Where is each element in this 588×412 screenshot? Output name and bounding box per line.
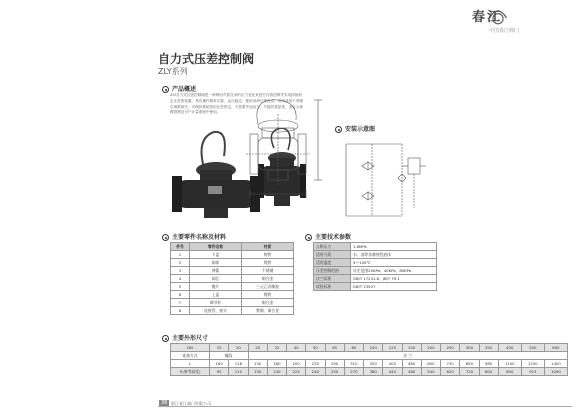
h-cell: 225: [287, 368, 306, 376]
l-label: L: [171, 360, 210, 368]
h-cell: 140: [267, 368, 286, 376]
table-row: [314, 267, 437, 275]
parts-heading: 主要零件名称及材料: [162, 232, 226, 241]
cell: 铸铁: [242, 251, 294, 259]
cell: 紫铜、铜合金: [242, 307, 294, 315]
dn-cell: 65: [325, 344, 344, 352]
l-cell: 1450: [544, 360, 567, 368]
l-cell: 118: [229, 360, 248, 368]
h-cell: 480: [402, 368, 421, 376]
dims-heading: 主要外形尺寸: [162, 333, 208, 342]
h-cell: 913: [521, 368, 544, 376]
h-cell: 110: [229, 368, 248, 376]
dn-cell: 40: [287, 344, 306, 352]
l-cell: 1100: [498, 360, 521, 368]
dimensions-table: [170, 343, 568, 376]
spec-value: GB/T 17241.6、JB/T 79.1: [351, 275, 437, 283]
l-cell: 290: [325, 360, 344, 368]
table-row: [171, 283, 294, 291]
h-cell: 130: [248, 368, 267, 376]
h-cell: 1090: [544, 368, 567, 376]
l-cell: 980: [479, 360, 498, 368]
conn-label: 连接方式: [171, 352, 210, 360]
cell: 7: [171, 299, 190, 307]
cell: 阀体: [190, 259, 242, 267]
cell: 下盖: [190, 251, 242, 259]
h-cell: 850: [498, 368, 521, 376]
dn-label: DN: [171, 344, 210, 352]
valve-drawing: [238, 94, 326, 206]
spec-label: 适用介质: [314, 251, 351, 259]
l-cell: 350: [364, 360, 383, 368]
series-name: ZLY系列: [158, 67, 188, 76]
spec-label: 压差控制范围: [314, 267, 351, 275]
cell: 3: [171, 267, 190, 275]
spec-value: GB/T 13927: [351, 283, 437, 291]
brand-name: 春江: [472, 10, 503, 25]
dn-cell: 500: [521, 344, 544, 352]
h-cell: 720: [460, 368, 479, 376]
spec-value: 水、油等非腐蚀性液体: [351, 251, 437, 259]
l-row: [171, 360, 568, 368]
specs-heading: 主要技术参数: [305, 232, 351, 241]
cell: 膜片: [190, 283, 242, 291]
cell: 8: [171, 307, 190, 315]
l-cell: 180: [267, 360, 286, 368]
h-cell: 440: [383, 368, 402, 376]
l-cell: 1250: [521, 360, 544, 368]
dn-row: [171, 344, 568, 352]
spec-value: 5～150℃: [351, 259, 437, 267]
section-bullet-icon: [305, 234, 312, 241]
cell: 铸铁: [242, 291, 294, 299]
dn-cell: 200: [421, 344, 440, 352]
section-bullet-icon: [162, 335, 169, 342]
section-bullet-icon: [335, 126, 342, 133]
overview-text: ZLY自力式压差控制阀是一种利用介质自身的压力变化来进行自我控制并实现持续恒定压差的装置，具有操作简单可靠、运行稳定、使用寿命长等优点。该阀适用于采暖空调系统中，可保持系统资用压差恒定，不需要外加动力，节能效果显著，适合大规模管网及分户计量系统中使用。: [170, 93, 303, 115]
l-cell: 850: [460, 360, 479, 368]
l-cell: 730: [441, 360, 460, 368]
dn-cell: 400: [498, 344, 521, 352]
table-row: [314, 275, 437, 283]
specs-table: [313, 242, 437, 291]
cell: 4: [171, 275, 190, 283]
dn-cell: 600: [544, 344, 567, 352]
cell: 1: [171, 251, 190, 259]
cell: 铜合金: [242, 275, 294, 283]
spec-label: 法兰标准: [314, 275, 351, 283]
l-cell: 400: [383, 360, 402, 368]
section-bullet-icon: [162, 234, 169, 241]
cell: 调节杆: [190, 299, 242, 307]
dn-cell: 300: [460, 344, 479, 352]
l-cell: 130: [248, 360, 267, 368]
l-cell: 310: [344, 360, 363, 368]
page-title: 自力式压差控制阀: [158, 52, 255, 66]
dn-cell: 150: [402, 344, 421, 352]
l-cell: 480: [402, 360, 421, 368]
overview-heading: 产品概述: [162, 84, 196, 93]
dn-cell: 25: [248, 344, 267, 352]
dn-cell: 100: [364, 344, 383, 352]
h-cell: 620: [441, 368, 460, 376]
h-row: [171, 368, 568, 376]
section-bullet-icon: [162, 86, 169, 93]
cell: 铜合金: [242, 299, 294, 307]
brand-subtitle: 中国春江阀门: [489, 28, 520, 34]
l-cell: 230: [306, 360, 325, 368]
table-row: [171, 275, 294, 283]
footer-rule: [158, 406, 572, 407]
spec-label: 适用温度: [314, 259, 351, 267]
parts-col-name: 零件名称: [190, 243, 242, 251]
dn-cell: 15: [210, 344, 229, 352]
cell: 5: [171, 283, 190, 291]
cell: 三元乙丙橡胶: [242, 283, 294, 291]
dn-cell: 250: [441, 344, 460, 352]
table-row: [171, 291, 294, 299]
table-row: [314, 283, 437, 291]
h-cell: 95: [210, 368, 229, 376]
table-row: [171, 251, 294, 259]
cell: 6: [171, 291, 190, 299]
l-cell: 600: [421, 360, 440, 368]
parts-col-material: 材质: [242, 243, 294, 251]
h-cell: 250: [325, 368, 344, 376]
l-cell: 160: [210, 360, 229, 368]
l-cell: 200: [287, 360, 306, 368]
table-row: [171, 307, 294, 315]
dn-cell: 20: [229, 344, 248, 352]
parts-table: [170, 242, 294, 315]
h-cell: 800: [479, 368, 498, 376]
h-cell: 380: [364, 368, 383, 376]
cell: 弹簧: [190, 267, 242, 275]
table-row: [314, 251, 437, 259]
installation-diagram: [342, 138, 428, 220]
table-row: [171, 299, 294, 307]
parts-col-no: 件号: [171, 243, 190, 251]
table-row: [314, 259, 437, 267]
dn-cell: 50: [306, 344, 325, 352]
h-label: H(参考高度): [171, 368, 210, 376]
dn-cell: 350: [479, 344, 498, 352]
table-row: [171, 259, 294, 267]
cell: 铸铁: [242, 259, 294, 267]
dn-cell: 80: [344, 344, 363, 352]
cell: 不锈钢: [242, 267, 294, 275]
page-number: 38: [161, 400, 168, 406]
spec-value: 设定范围20KPa、40KPa、80KPa: [351, 267, 437, 275]
cell: 上盖: [190, 291, 242, 299]
h-cell: 240: [306, 368, 325, 376]
h-cell: 540: [421, 368, 440, 376]
conn-flange: 法 兰: [248, 352, 568, 360]
cell: 连接管、接头: [190, 307, 242, 315]
spec-label: 公称压力: [314, 243, 351, 251]
spec-value: 1.6MPa: [351, 243, 437, 251]
dn-cell: 32: [267, 344, 286, 352]
cell: 2: [171, 259, 190, 267]
parts-header-row: [171, 243, 294, 251]
h-cell: 270: [344, 368, 363, 376]
spec-label: 试验标准: [314, 283, 351, 291]
install-heading: 安装示意图: [335, 124, 375, 133]
publisher: 浙江春江阀门有限公司: [171, 401, 211, 406]
table-row: [314, 243, 437, 251]
table-row: [171, 267, 294, 275]
cell: 阀芯: [190, 275, 242, 283]
dn-cell: 125: [383, 344, 402, 352]
conn-thread: 螺纹: [210, 352, 249, 360]
conn-row: [171, 352, 568, 360]
